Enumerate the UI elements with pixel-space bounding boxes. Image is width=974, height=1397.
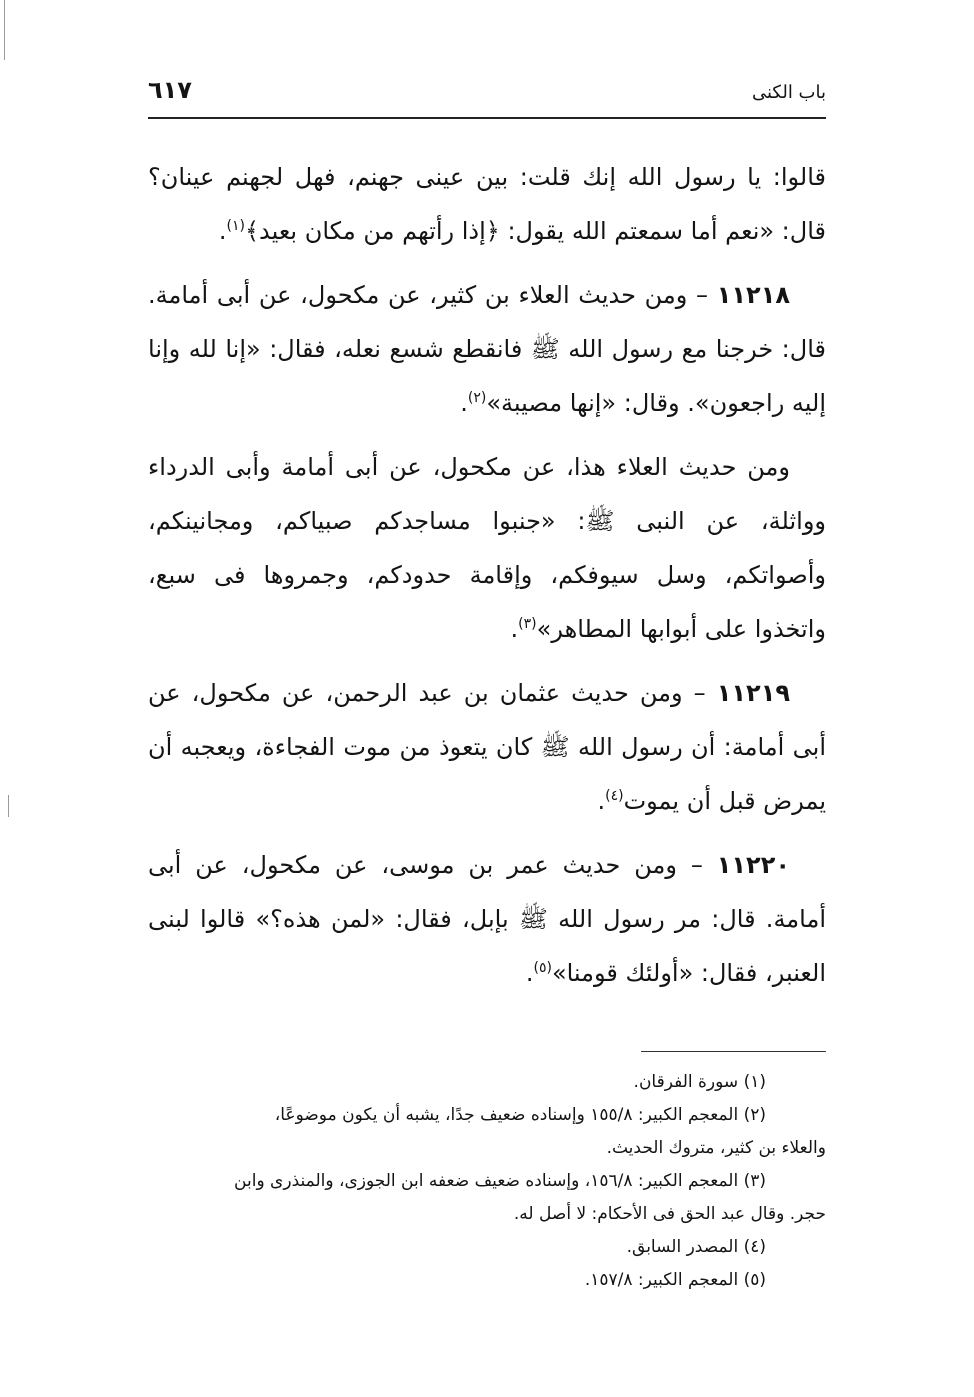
footnote-separator (641, 1051, 826, 1052)
paragraph-text: – ومن حديث عثمان بن عبد الرحمن، عن مكحول، عن أبى أمامة: أن رسول الله ﷺ كان يتعوذ من موت الفجاءة، ويعجبه أن يمرض قبل أن يموت (148, 679, 826, 815)
paragraph-tail: . (597, 787, 606, 815)
scan-edge-mark (8, 795, 9, 817)
paragraph-tail: . (460, 389, 468, 417)
paragraph-tail: . (510, 615, 519, 643)
header-rule (148, 117, 826, 119)
footnote: (٢) المعجم الكبير: ١٥٥/٨ وإسناده ضعيف جدًا، يشبه أن يكون موضوعًا، (274, 1105, 766, 1125)
paragraph-text: قالوا: يا رسول الله إنك قلت: بين عينى جهنم، فهل لجهنم عينان؟ قال: «نعم أما سمعتم الله يقول: ﴿إذا رأتهم من مكان بعيد﴾ (148, 163, 826, 245)
footnote-continuation: والعلاء بن كثير، متروك الحديث. (606, 1138, 826, 1158)
hadith-number: ١١٢٢٠ (716, 851, 790, 879)
footnote-ref: (٣) (518, 616, 537, 632)
hadith-number: ١١٢١٩ (716, 679, 790, 707)
paragraph-text: – ومن حديث عمر بن موسى، عن مكحول، عن أبى أمامة. قال: مر رسول الله ﷺ بإبل، فقال: «لمن هذه؟» قالوا لبنى العنبر، فقال: «أولئك قومنا» (148, 851, 826, 987)
paragraph-text: – ومن حديث العلاء بن كثير، عن مكحول، عن أبى أمامة. قال: خرجنا مع رسول الله ﷺ فانقطع شسع نعله، فقال: «إنا لله وإنا إليه راجعون». وقال: «إنها مصيبة» (148, 281, 826, 417)
footnote-ref: (١) (226, 218, 245, 234)
footnote: (٤) المصدر السابق. (626, 1237, 766, 1257)
page-number: ٦١٧ (148, 76, 192, 104)
paragraph (148, 440, 826, 656)
footnote-continuation: حجر. وقال عبد الحق فى الأحكام: لا أصل له. (513, 1204, 826, 1224)
footnote-ref: (٢) (467, 390, 487, 406)
paragraph-tail: . (218, 217, 227, 245)
paragraph (148, 838, 826, 1000)
hadith-number: ١١٢١٨ (716, 281, 790, 309)
page-header (148, 76, 826, 116)
scan-edge-mark (4, 0, 5, 60)
footnote-ref: (٤) (605, 788, 624, 804)
footnotes (148, 1066, 826, 1297)
footnote-ref: (٥) (533, 960, 552, 976)
main-text (148, 150, 826, 1010)
paragraph (148, 268, 826, 430)
footnote: (١) سورة الفرقان. (633, 1072, 766, 1092)
footnote: (٥) المعجم الكبير: ١٥٧/٨. (584, 1270, 766, 1290)
paragraph (148, 150, 826, 258)
paragraph-text: ومن حديث العلاء هذا، عن مكحول، عن أبى أمامة وأبى الدرداء وواثلة، عن النبى ﷺ: «جنبوا مساجدكم صبياكم، ومجانينكم، وأصواتكم، وسل سيوفكم، وإقامة حدودكم، وجمروها فى سبع، واتخذوا على أبوابها المطاهر» (148, 453, 826, 643)
footnote: (٣) المعجم الكبير: ١٥٦/٨، وإسناده ضعيف ضعفه ابن الجوزى، والمنذرى وابن (234, 1171, 766, 1191)
paragraph-tail: . (525, 959, 534, 987)
running-head: باب الكنى (751, 82, 826, 103)
paragraph (148, 666, 826, 828)
